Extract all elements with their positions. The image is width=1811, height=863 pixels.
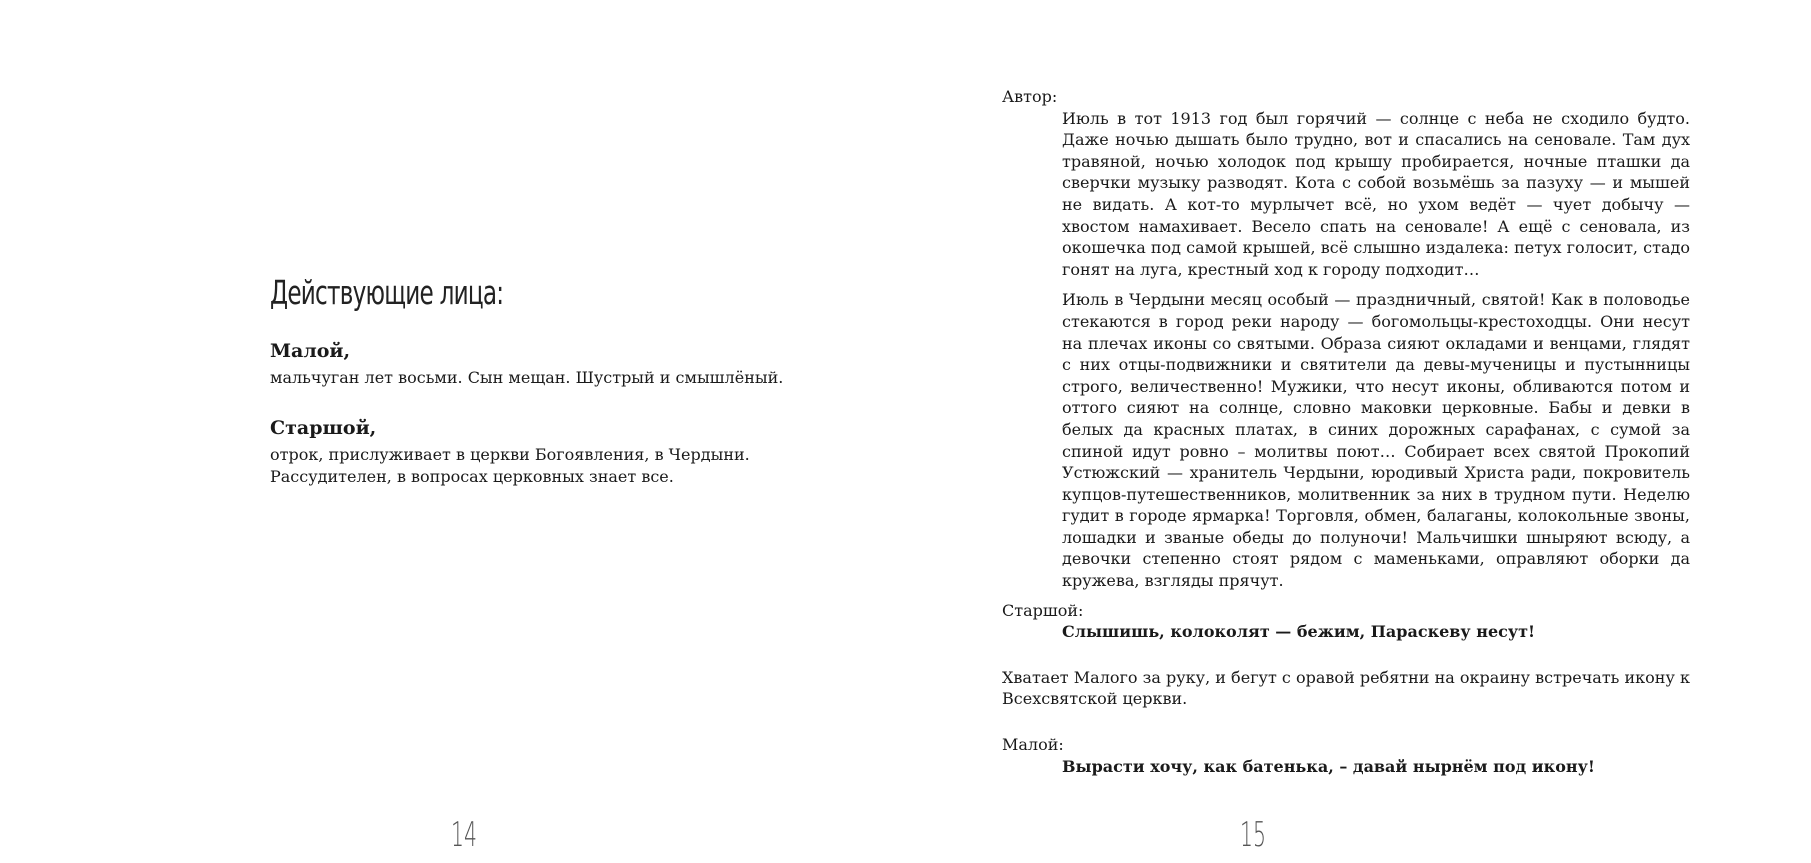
stage-direction: Хватает Малого за руку, и бегут с оравой ребятни на окраину встречать икону к Всехсвятской церкви. <box>1002 667 1690 709</box>
spacer <box>1002 643 1690 667</box>
page-number-left: 14 <box>451 815 477 855</box>
character-description: мальчуган лет восьми. Сын мещан. Шустрый и смышлёный. <box>270 368 784 387</box>
character-entry-maloy <box>270 339 830 389</box>
speaker-label-maloy: Малой: <box>1002 735 1064 755</box>
speaker-label-starshoy: Старшой: <box>1002 600 1084 620</box>
dialogue-line: Вырасти хочу, как батенька, – давай нырнём под икону! <box>1062 756 1595 776</box>
spacer <box>1002 592 1690 600</box>
cast-list-title: Действующие лица: <box>270 273 504 312</box>
spacer <box>1002 710 1690 734</box>
character-entry-starshoy <box>270 416 830 488</box>
page-number-right: 15 <box>1240 815 1266 855</box>
author-paragraph: Июль в тот 1913 год был горячий — солнце с неба не сходило будто. Даже ночью дышать было трудно, вот и спасались на сеновале. Там дух травяной, ночью холодок под крышу пробирается, ночные пташки да сверчки музыку разводят. Кота с собой возьмёшь за пазуху — и мышей не видать. А кот-то мурлычет всё, но ухом ведёт — чует добычу — хвостом намахивает. Весело спать на сеновале! А ещё с сеновала, из окошечка под самой крышей, всё слышно издалека: петух голосит, стадо гонят на луга, крестный ход к городу подходит… <box>1062 108 1690 279</box>
left-page <box>0 0 905 863</box>
dialogue-line: Слышишь, колоколят — бежим, Параскеву несут! <box>1062 622 1536 642</box>
author-paragraph: Июль в Чердыни месяц особый — праздничный, святой! Как в половодье стекаются в город реки народу — богомольцы-крестоходцы. Они несут на плечах иконы со святыми. Образа сияют окладами и венцами, глядят с них отцы-подвижники и святители да девы-мученицы и пустынницы строго, величественно! Мужики, что несут иконы, обливаются потом и оттого сияют на солнце, словно маковки церковные. Бабы и девки в белых да красных платах, в синих дорожных сарафанах, с сумой за спиной идут ровно – молитвы поют… Собирает всех святой Прокопий Устюжский — хранитель Чердыни, юродивый Христа ради, покровитель купцов-путешественников, молитвенник за них в трудном пути. Неделю гудит в городе ярмарка! Торговля, обмен, балаганы, колокольные звоны, лошадки и званые обеды до полуночи! Мальчишки шныряют всюду, а девочки степенно стоят рядом с маменьками, оправляют оборки да кружева, взгляды прячут. <box>1062 290 1690 591</box>
right-page <box>905 0 1811 863</box>
character-name: Малой, <box>270 340 351 362</box>
character-description-line: Рассудителен, в вопросах церковных знает все. <box>270 467 674 486</box>
speaker-label-author: Автор: <box>1002 87 1058 106</box>
play-text <box>1002 86 1690 777</box>
character-name: Старшой, <box>270 417 377 439</box>
character-description-line: отрок, прислуживает в церкви Богоявления, в Чердыни. <box>270 445 750 464</box>
